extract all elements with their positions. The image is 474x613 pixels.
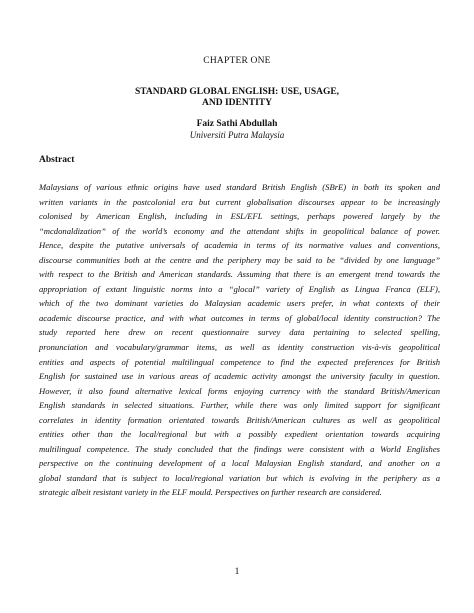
author-name: Faiz Sathi Abdullah — [196, 119, 278, 129]
chapter-label: CHAPTER ONE — [203, 56, 271, 66]
abstract-line: strategic albeit resistant variety in the ELF mould. Perspectives on further research are considered. — [39, 487, 382, 498]
abstract-line: entities other than the local/regional but with a possibly expedient orientation towards acquiring — [39, 429, 440, 440]
chapter-title — [0, 87, 474, 109]
author-affiliation: Universiti Putra Malaysia — [189, 130, 285, 140]
abstract-line: perspective on the continuing development of a local Malaysian English standard, and another on a — [39, 458, 440, 469]
abstract-line: global standard that is subject to local/regional variation but which is evolving in the periphery as a — [39, 472, 440, 483]
abstract-line: Hence, despite the putative universals of academia in terms of its normative values and conventions, — [39, 240, 440, 251]
page-number: 1 — [234, 567, 240, 577]
abstract-line: Malaysians of various ethnic origins have used standard British English (SBrE) in both its spoken and — [39, 182, 440, 192]
abstract-line: colonised by American English, including in ESL/EFL settings, perhaps powered largely by the — [39, 211, 440, 222]
abstract-line: which of the two dominant varieties do Malaysian academic users prefer, in what contexts of their — [39, 298, 440, 309]
abstract-line: However, it also found alternative lexical forms enjoying currency with the standard British/American — [39, 385, 440, 396]
abstract-line: with respect to the British and American standards. Assuming that there is an emergent trend towards the — [39, 269, 440, 280]
abstract-line: academic discourse practice, and with what outcomes in terms of global/local identity construction? The — [39, 312, 440, 323]
abstract-heading: Abstract — [39, 155, 75, 165]
abstract-line: “mcdonaldization” of the world’s economy and the attendant shifts in geopolitical balance of power. — [39, 225, 440, 236]
abstract-line: correlates in identity formation orientated towards British/American cultures as well as geopolitical — [39, 414, 440, 425]
abstract-line: discourse communities both at the centre and the periphery may be said to be “divided by one language” — [39, 254, 440, 265]
title-line-2: AND IDENTITY — [202, 98, 272, 108]
abstract-body — [39, 180, 440, 500]
abstract-line: written variants in the postcolonial era but current globalisation discourses appear to be increasingly — [39, 196, 440, 207]
abstract-line: multilingual competence. The study concluded that the findings were consistent with a World Englishes — [39, 443, 440, 454]
abstract-line: English for sustained use in various areas of academic activity amongst the university faculty in question. — [39, 371, 440, 382]
abstract-line: appropriation of extant linguistic norms into a “glocal” variety of English as Lingua Franca (ELF), — [39, 283, 440, 294]
abstract-line: entities and aspects of potential multilingual competence to find the expected preferences for British — [39, 356, 440, 367]
title-line-1: STANDARD GLOBAL ENGLISH: USE, USAGE, — [134, 87, 340, 97]
abstract-line: study reported here drew on recent questionnaire survey data pertaining to selected spelling, — [39, 327, 440, 338]
abstract-line: pronunciation and vocabulary/grammar items, as well as identity construction vis-à-vis geopolitical — [39, 342, 440, 353]
abstract-line: English standards in selected situations. Further, while there was only limited support for significant — [39, 400, 440, 411]
